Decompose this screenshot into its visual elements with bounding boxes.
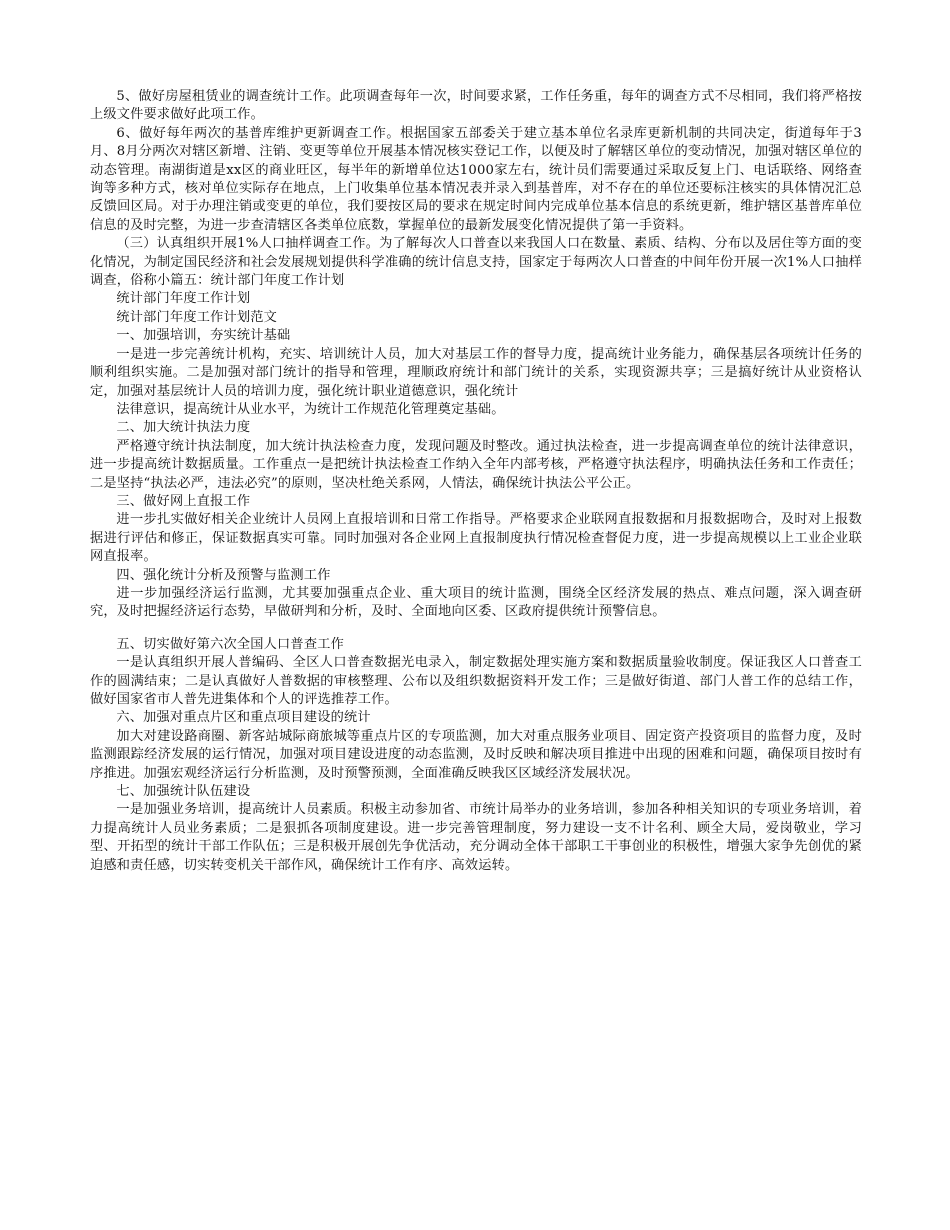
section-heading: 统计部门年度工作计划 xyxy=(116,291,251,307)
body-paragraph: 6、做好每年两次的基普库维护更新调查工作。根据国家五部委关于建立基本单位名录库更新机制的共同决定，街道每年于3月、8月分两次对辖区新增、注销、变更等单位开展基本情况核实登记工作，以便及时了解辖区单位的变动情况，加强对辖区单位的动态管理。南湖街道是xx区的商业旺区，每半年的新增单位达1000家左右，统计员们需要通过采取反复上门、电话联络、网络查询等多种方式，核对单位实际存在地点，上门收集单位基本情况表并录入到基普库，对不存在的单位还要标注核实的具体情况汇总反馈回区局。对于办理注销或变更的单位，我们要按区局的要求在规定时间内完成单位基本信息的系统更新，维护辖区基普库单位信息的及时完整，为进一步查清辖区各类单位底数，掌握单位的最新发展变化情况提供了第一手资料。 xyxy=(90,125,862,233)
body-paragraph: 一是加强业务培训，提高统计人员素质。积极主动参加省、市统计局举办的业务培训，参加各种相关知识的专项业务培训，着力提高统计人员业务素质；二是狠抓各项制度建设。进一步完善管理制度，努力建设一支不计名利、顾全大局，爱岗敬业，学习型、开拓型的统计干部工作队伍；三是积极开展创先争优活动，充分调动全体干部职工干事创业的积极性，增强大家争先创优的紧迫感和责任感，切实转变机关干部作风，确保统计工作有序、高效运转。 xyxy=(90,802,862,873)
body-paragraph: 法律意识，提高统计从业水平，为统计工作规范化管理奠定基础。 xyxy=(116,401,505,417)
body-paragraph: 一是认真组织开展人普编码、全区人口普查数据光电录入，制定数据处理实施方案和数据质量验收制度。保证我区人口普查工作的圆满结束；二是认真做好人普数据的审核整理、公布以及组织数据资料开发工作；三是做好街道、部门人普工作的总结工作，做好国家省市人普先进集体和个人的评选推荐工作。 xyxy=(90,655,862,707)
section-heading: 四、强化统计分析及预警与监测工作 xyxy=(116,567,331,583)
body-paragraph: 进一步扎实做好相关企业统计人员网上直报培训和日常工作指导。严格要求企业联网直报数据和月报数据吻合，及时对上报数据进行评估和修正，保证数据真实可靠。同时加强对各企业网上直报制度执行情况检查督促力度，进一步提高规模以上工业企业联网直报率。 xyxy=(90,512,862,565)
body-paragraph: （三）认真组织开展1%人口抽样调查工作。为了解每次人口普查以来我国人口在数量、素质、结构、分布以及居住等方面的变化情况，为制定国民经济和社会发展规划提供科学准确的统计信息支持，国家定于每两次人口普查的中间年份开展一次1%人口抽样调查，俗称小篇五：统计部门年度工作计划 xyxy=(90,236,862,289)
section-heading: 二、加大统计执法力度 xyxy=(116,420,251,436)
section-heading: 统计部门年度工作计划范文 xyxy=(116,309,278,325)
section-heading: 三、做好网上直报工作 xyxy=(116,493,251,509)
section-heading: 七、加强统计队伍建设 xyxy=(116,784,251,800)
document-body xyxy=(90,88,862,875)
paragraph-spacer xyxy=(90,622,862,636)
body-paragraph: 严格遵守统计执法制度，加大统计执法检查力度，发现问题及时整改。通过执法检查，进一步提高调查单位的统计法律意识，进一步提高统计数据质量。工作重点一是把统计执法检查工作纳入全年内部考核，严格遵守执法程序，明确执法任务和工作责任；二是坚持“执法必严，违法必究”的原则，坚决杜绝关系网，人情法，确保统计执法公平公正。 xyxy=(90,438,862,491)
body-paragraph: 5、做好房屋租赁业的调查统计工作。此项调查每年一次，时间要求紧，工作任务重，每年的调查方式不尽相同，我们将严格按上级文件要求做好此项工作。 xyxy=(90,89,862,123)
section-heading: 一、加强培训，夯实统计基础 xyxy=(116,328,291,344)
section-heading: 六、加强对重点片区和重点项目建设的统计 xyxy=(116,710,371,726)
section-heading: 五、切实做好第六次全国人口普查工作 xyxy=(116,636,344,652)
body-paragraph: 进一步加强经济运行监测，尤其要加强重点企业、重大项目的统计监测，围绕全区经济发展的热点、难点问题，深入调查研究，及时把握经济运行态势，早做研判和分析，及时、全面地向区委、区政府提供统计预警信息。 xyxy=(90,585,862,620)
body-paragraph: 一是进一步完善统计机构，充实、培训统计人员，加大对基层工作的督导力度，提高统计业务能力，确保基层各项统计任务的顺利组织实施。二是加强对部门统计的指导和管理，理顺政府统计和部门统计的关系，实现资源共享；三是搞好统计从业资格认定，加强对基层统计人员的培训力度，强化统计职业道德意识，强化统计 xyxy=(90,346,862,399)
body-paragraph: 加大对建设路商圈、新客站城际商旅城等重点片区的专项监测，加大对重点服务业项目、固定资产投资项目的监督力度，及时监测跟踪经济发展的运行情况，加强对项目建设进度的动态监测，及时反映和解决项目推进中出现的困难和问题，确保项目按时有序推进。加强宏观经济运行分析监测，及时预警预测，全面准确反映我区区域经济发展状况。 xyxy=(90,728,862,781)
